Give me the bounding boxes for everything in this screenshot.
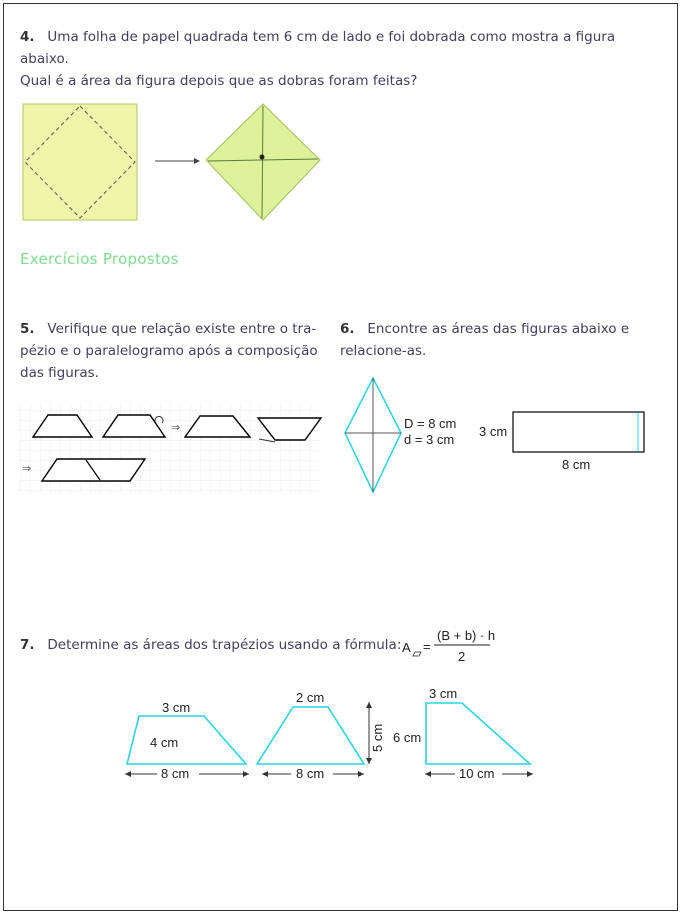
question-5-line2: pézio e o paralelogramo após a composição — [20, 343, 318, 359]
question-4-line1: Uma folha de papel quadrada tem 6 cm de lado e foi dobrada como mostra a figura abaixo. — [20, 29, 616, 67]
implies-arrow-icon: ⇒ — [171, 421, 181, 434]
question-5-line3: das figuras. — [20, 365, 99, 381]
question-6-line1: Encontre as áreas das figuras abaixo e — [367, 321, 630, 337]
question-5-line1: Verifique que relação existe entre o tra- — [47, 321, 317, 337]
trapezoid-c-top-label: 3 cm — [429, 686, 458, 701]
trapezoid-a-base-label: 8 cm — [161, 766, 190, 781]
question-7-number: 7. — [20, 637, 35, 653]
formula-equals: = — [423, 639, 431, 654]
formula-numerator: (B + b) · h — [437, 628, 496, 643]
question-6-number: 6. — [340, 321, 355, 337]
arrow-right-icon — [243, 771, 249, 777]
trapezoid-a-height-label: 4 cm — [150, 735, 179, 750]
arrow-right-icon-2 — [358, 771, 364, 777]
trapezoid-c-base-label: 10 cm — [459, 766, 495, 781]
arrow-down-icon — [366, 758, 372, 764]
rect-width-label: 8 cm — [562, 457, 591, 472]
formula-denominator: 2 — [458, 649, 466, 664]
arrow-left-icon-3 — [425, 771, 431, 777]
question-5-number: 5. — [20, 321, 35, 337]
trapezoid-b-height-label: 5 cm — [370, 723, 385, 752]
question-7-text: Determine as áreas dos trapézios usando a fórmula: — [47, 637, 402, 653]
question-4-number: 4. — [20, 29, 35, 45]
question-6-line2: relacione-as. — [340, 343, 427, 359]
trapezoid-b-top-label: 2 cm — [296, 690, 325, 705]
arrow-left-icon-2 — [262, 771, 268, 777]
implies-arrow-icon-2: ⇒ — [22, 462, 32, 475]
formula-lhs: A — [402, 640, 411, 655]
arrow-up-icon — [366, 702, 372, 708]
trapezoid-a-top-label: 3 cm — [162, 700, 191, 715]
trapezoid-b-base-label: 8 cm — [296, 766, 325, 781]
section-title: Exercícios Propostos — [20, 250, 179, 268]
arrow-right-icon-3 — [527, 771, 533, 777]
trapezoid-a — [127, 716, 246, 764]
trapezoid-b — [257, 707, 364, 764]
rhombus-d-label: d = 3 cm — [404, 432, 455, 447]
trapezoid-c-height-label: 6 cm — [393, 730, 422, 745]
question-4-line2: Qual é a área da figura depois que as dobras foram feitas? — [20, 73, 418, 89]
rect-height-label: 3 cm — [479, 424, 508, 439]
arrow-left-icon — [125, 771, 131, 777]
rhombus-D-label: D = 8 cm — [404, 416, 457, 431]
trapezoid-c — [426, 703, 530, 764]
